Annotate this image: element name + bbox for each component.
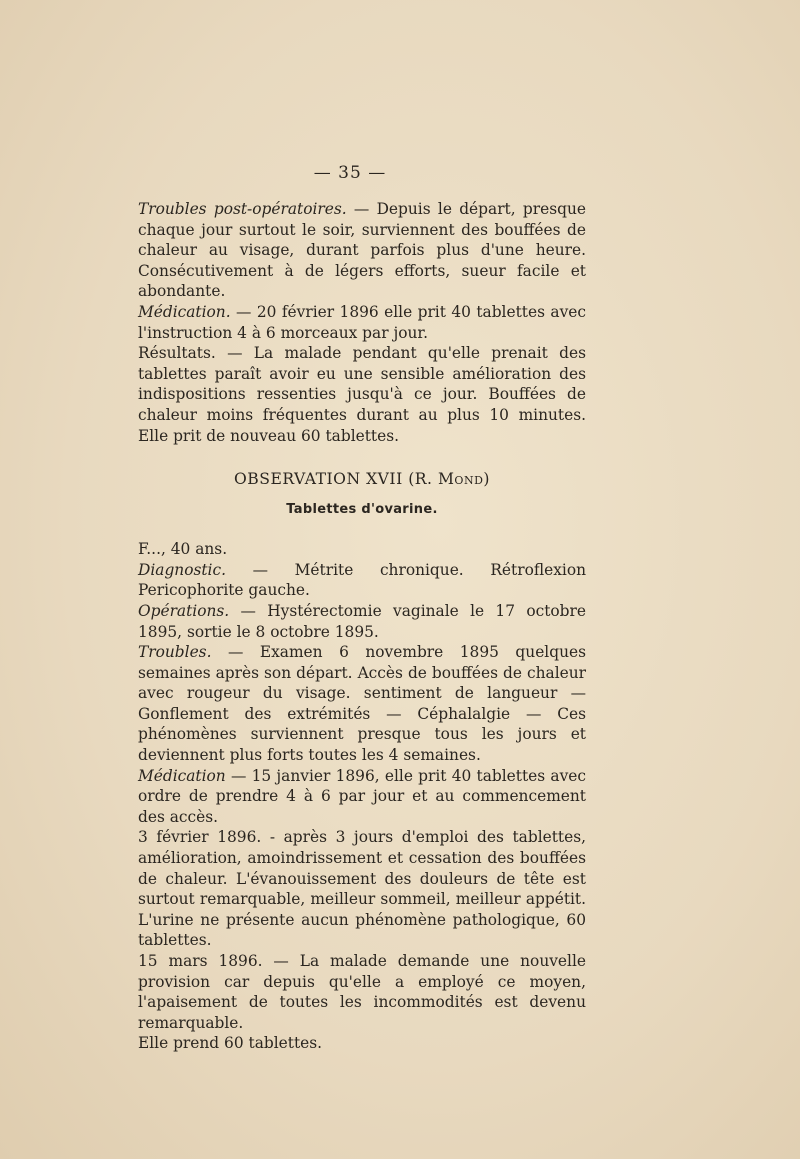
observation-title: OBSERVATION XVII (R. Mond) — [234, 470, 490, 489]
paragraph-troubles: Troubles. — Examen 6 novembre 1895 quelques semaines après son départ. Accès de bouffées de chaleur avec rougeur du visage. sentiment de langueur — Gonflement des extrémités — Céphalalgie — Ces phénomènes surviennent presque tous les jours et deviennent plus forts toutes les 4 semaines. — [138, 643, 586, 765]
paragraph-medication-2: Médication — 15 janvier 1896, elle prit 40 tablettes avec ordre de prendre 4 à 6 par jour et au commencement des accès. — [138, 766, 586, 826]
paragraph-troubles-post-operatoires: Troubles post-opératoires. — Depuis le départ, presque chaque jour surtout le soir, surviennent des bouffées de chaleur au visage, durant parfois plus d'une heure. Consécutivement à de légers efforts, sueur facile et abondante. — [138, 200, 586, 301]
paragraph-operations: Opérations. — Hystérectomie vaginale le 17 octobre 1895, sortie le 8 octobre 1895. — [138, 601, 586, 641]
paragraph-diagnostic: Diagnostic. — Métrite chronique. Rétroflexion Pericophorite gauche. — [138, 560, 586, 600]
paragraph-3-fevrier: 3 février 1896. - après 3 jours d'emploi des tablettes, amélioration, amoindrissement et cessation des bouffées de chaleur. L'évanouissement des douleurs de tête est surtout remarquable, meilleur sommeil, meilleur appétit. L'urine ne présente aucun phénomène pathologique, 60 tablettes. — [138, 828, 586, 950]
paragraph-resultats: Résultats. — La malade pendant qu'elle prenait des tablettes paraît avoir eu une sensible amélioration des indispositions ressenties jusqu'à ce jour. Bouffées de chaleur moins fréquentes durant au plus 10 minutes. Elle prit de nouveau 60 tablettes. — [138, 344, 586, 445]
observation-subtitle: Tablettes d'ovarine. — [286, 502, 438, 518]
paragraph-patient: F..., 40 ans. — [138, 540, 228, 559]
body-text — [138, 199, 586, 1054]
paragraph-15-mars: 15 mars 1896. — La malade demande une nouvelle provision car depuis qu'elle a employé ce moyen, l'apaisement de toutes les incommodités est devenu remarquable. — [138, 952, 586, 1032]
paragraph-elle-prend: Elle prend 60 tablettes. — [138, 1034, 323, 1053]
page-number: — 35 — — [313, 163, 387, 183]
paragraph-medication-1: Médication. — 20 février 1896 elle prit 40 tablettes avec l'instruction 4 à 6 morceaux par jour. — [138, 302, 586, 342]
